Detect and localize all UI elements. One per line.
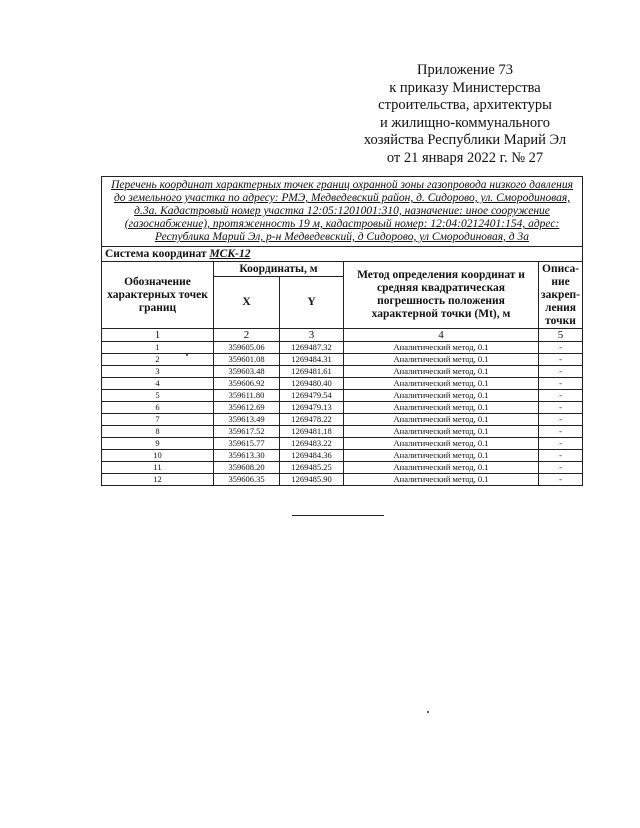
method-cell: Аналитический метод, 0.1 xyxy=(344,378,539,390)
y-coordinate-cell: 1269487.32 xyxy=(280,342,344,354)
x-coordinate-cell: 359612.69 xyxy=(214,402,280,414)
y-coordinate-cell: 1269484.36 xyxy=(280,450,344,462)
y-coordinate-cell: 1269481.61 xyxy=(280,366,344,378)
method-cell: Аналитический метод, 0.1 xyxy=(344,438,539,450)
coordinate-system xyxy=(102,247,583,262)
header-line: строительства, архитектуры xyxy=(378,97,552,113)
description-cell: - xyxy=(539,354,583,366)
column-numbers-row xyxy=(102,329,583,342)
col-y-header: Y xyxy=(280,277,344,329)
point-id-cell: 2 xyxy=(102,354,214,366)
point-id-cell: 9 xyxy=(102,438,214,450)
col-x-header: X xyxy=(214,277,280,329)
col-designation-header: Обозначение характерных точек границ xyxy=(102,262,214,329)
point-id-cell: 1 xyxy=(102,342,214,354)
point-id-cell: 12 xyxy=(102,474,214,486)
table-caption xyxy=(102,177,583,247)
table-row xyxy=(102,354,583,366)
point-id-cell: 6 xyxy=(102,402,214,414)
method-cell: Аналитический метод, 0.1 xyxy=(344,414,539,426)
method-cell: Аналитический метод, 0.1 xyxy=(344,462,539,474)
header-line: к приказу Министерства xyxy=(389,79,541,96)
x-coordinate-cell: 359613.30 xyxy=(214,450,280,462)
description-cell: - xyxy=(539,450,583,462)
y-coordinate-cell: 1269479.54 xyxy=(280,390,344,402)
table-row xyxy=(102,414,583,426)
table-row xyxy=(102,438,583,450)
table-row xyxy=(102,342,583,354)
description-cell: - xyxy=(539,402,583,414)
header-line: и жилищно-коммунального xyxy=(379,114,551,131)
point-id-cell: 10 xyxy=(102,450,214,462)
appendix-header xyxy=(340,62,590,167)
description-cell: - xyxy=(539,366,583,378)
description-cell: - xyxy=(539,342,583,354)
x-coordinate-cell: 359603.48 xyxy=(214,366,280,378)
y-coordinate-cell: 1269481.18 xyxy=(280,426,344,438)
x-coordinate-cell: 359601.08 xyxy=(214,354,280,366)
x-coordinate-cell: 359606.35 xyxy=(214,474,280,486)
y-coordinate-cell: 1269480.40 xyxy=(280,378,344,390)
description-cell: - xyxy=(539,414,583,426)
table-row xyxy=(102,378,583,390)
method-cell: Аналитический метод, 0.1 xyxy=(344,474,539,486)
x-coordinate-cell: 359608.20 xyxy=(214,462,280,474)
header-line: Приложение 73 xyxy=(417,62,513,78)
method-cell: Аналитический метод, 0.1 xyxy=(344,426,539,438)
coordinate-system-label: Система координат xyxy=(105,248,207,260)
point-id-cell: 4 xyxy=(102,378,214,390)
x-coordinate-cell: 359617.52 xyxy=(214,426,280,438)
column-number: 2 xyxy=(214,329,280,342)
table-row xyxy=(102,402,583,414)
method-cell: Аналитический метод, 0.1 xyxy=(344,402,539,414)
signature-line xyxy=(292,515,384,516)
header-line: хозяйства Республики Марий Эл xyxy=(363,132,567,148)
x-coordinate-cell: 359613.49 xyxy=(214,414,280,426)
scan-speck xyxy=(186,354,188,356)
point-id-cell: 8 xyxy=(102,426,214,438)
y-coordinate-cell: 1269483.22 xyxy=(280,438,344,450)
col-method-header: Метод определения координат и средняя квадратическая погрешность положения характерной точки (Mt), м xyxy=(344,262,539,329)
y-coordinate-cell: 1269479.13 xyxy=(280,402,344,414)
coordinate-system-value: МСК-12 xyxy=(209,248,251,260)
description-cell: - xyxy=(539,426,583,438)
point-id-cell: 7 xyxy=(102,414,214,426)
y-coordinate-cell: 1269478.22 xyxy=(280,414,344,426)
point-id-cell: 5 xyxy=(102,390,214,402)
table-caption-text: Перечень координат характерных точек границ охранной зоны газопровода низкого давления до земельного участка по адресу: РМЭ, Медведевский район, д. Сидорово, ул. Смородиновая, д.3а. Кадастровый номер участка 12:05:1201001:310, назначение: иное сооружение (газоснабжение), протяженность 19 м, кадастровый номер: 12:04:0212401:154, адрес: Республика Марий Эл, р-н Медведевский, д Сидорово, ул Смородиновая, д 3а xyxy=(111,179,573,243)
x-coordinate-cell: 359605.06 xyxy=(214,342,280,354)
description-cell: - xyxy=(539,438,583,450)
description-cell: - xyxy=(539,474,583,486)
coordinates-table xyxy=(101,176,583,486)
table-row xyxy=(102,426,583,438)
table-row xyxy=(102,474,583,486)
description-cell: - xyxy=(539,462,583,474)
column-number: 3 xyxy=(280,329,344,342)
table-row xyxy=(102,366,583,378)
header-line: от 21 января 2022 г. № 27 xyxy=(386,149,544,166)
x-coordinate-cell: 359611.80 xyxy=(214,390,280,402)
method-cell: Аналитический метод, 0.1 xyxy=(344,354,539,366)
column-number: 5 xyxy=(539,329,583,342)
y-coordinate-cell: 1269484.31 xyxy=(280,354,344,366)
point-id-cell: 11 xyxy=(102,462,214,474)
point-id-cell: 3 xyxy=(102,366,214,378)
col-coordinates-header: Координаты, м xyxy=(214,262,344,277)
y-coordinate-cell: 1269485.25 xyxy=(280,462,344,474)
method-cell: Аналитический метод, 0.1 xyxy=(344,366,539,378)
table-row xyxy=(102,462,583,474)
method-cell: Аналитический метод, 0.1 xyxy=(344,450,539,462)
x-coordinate-cell: 359606.92 xyxy=(214,378,280,390)
column-number: 4 xyxy=(344,329,539,342)
method-cell: Аналитический метод, 0.1 xyxy=(344,390,539,402)
description-cell: - xyxy=(539,378,583,390)
method-cell: Аналитический метод, 0.1 xyxy=(344,342,539,354)
column-number: 1 xyxy=(102,329,214,342)
x-coordinate-cell: 359615.77 xyxy=(214,438,280,450)
table-row xyxy=(102,390,583,402)
table-row xyxy=(102,450,583,462)
description-cell: - xyxy=(539,390,583,402)
col-description-header: Описа-ние закреп-ления точки xyxy=(539,262,583,329)
y-coordinate-cell: 1269485.90 xyxy=(280,474,344,486)
scan-speck xyxy=(427,711,429,713)
